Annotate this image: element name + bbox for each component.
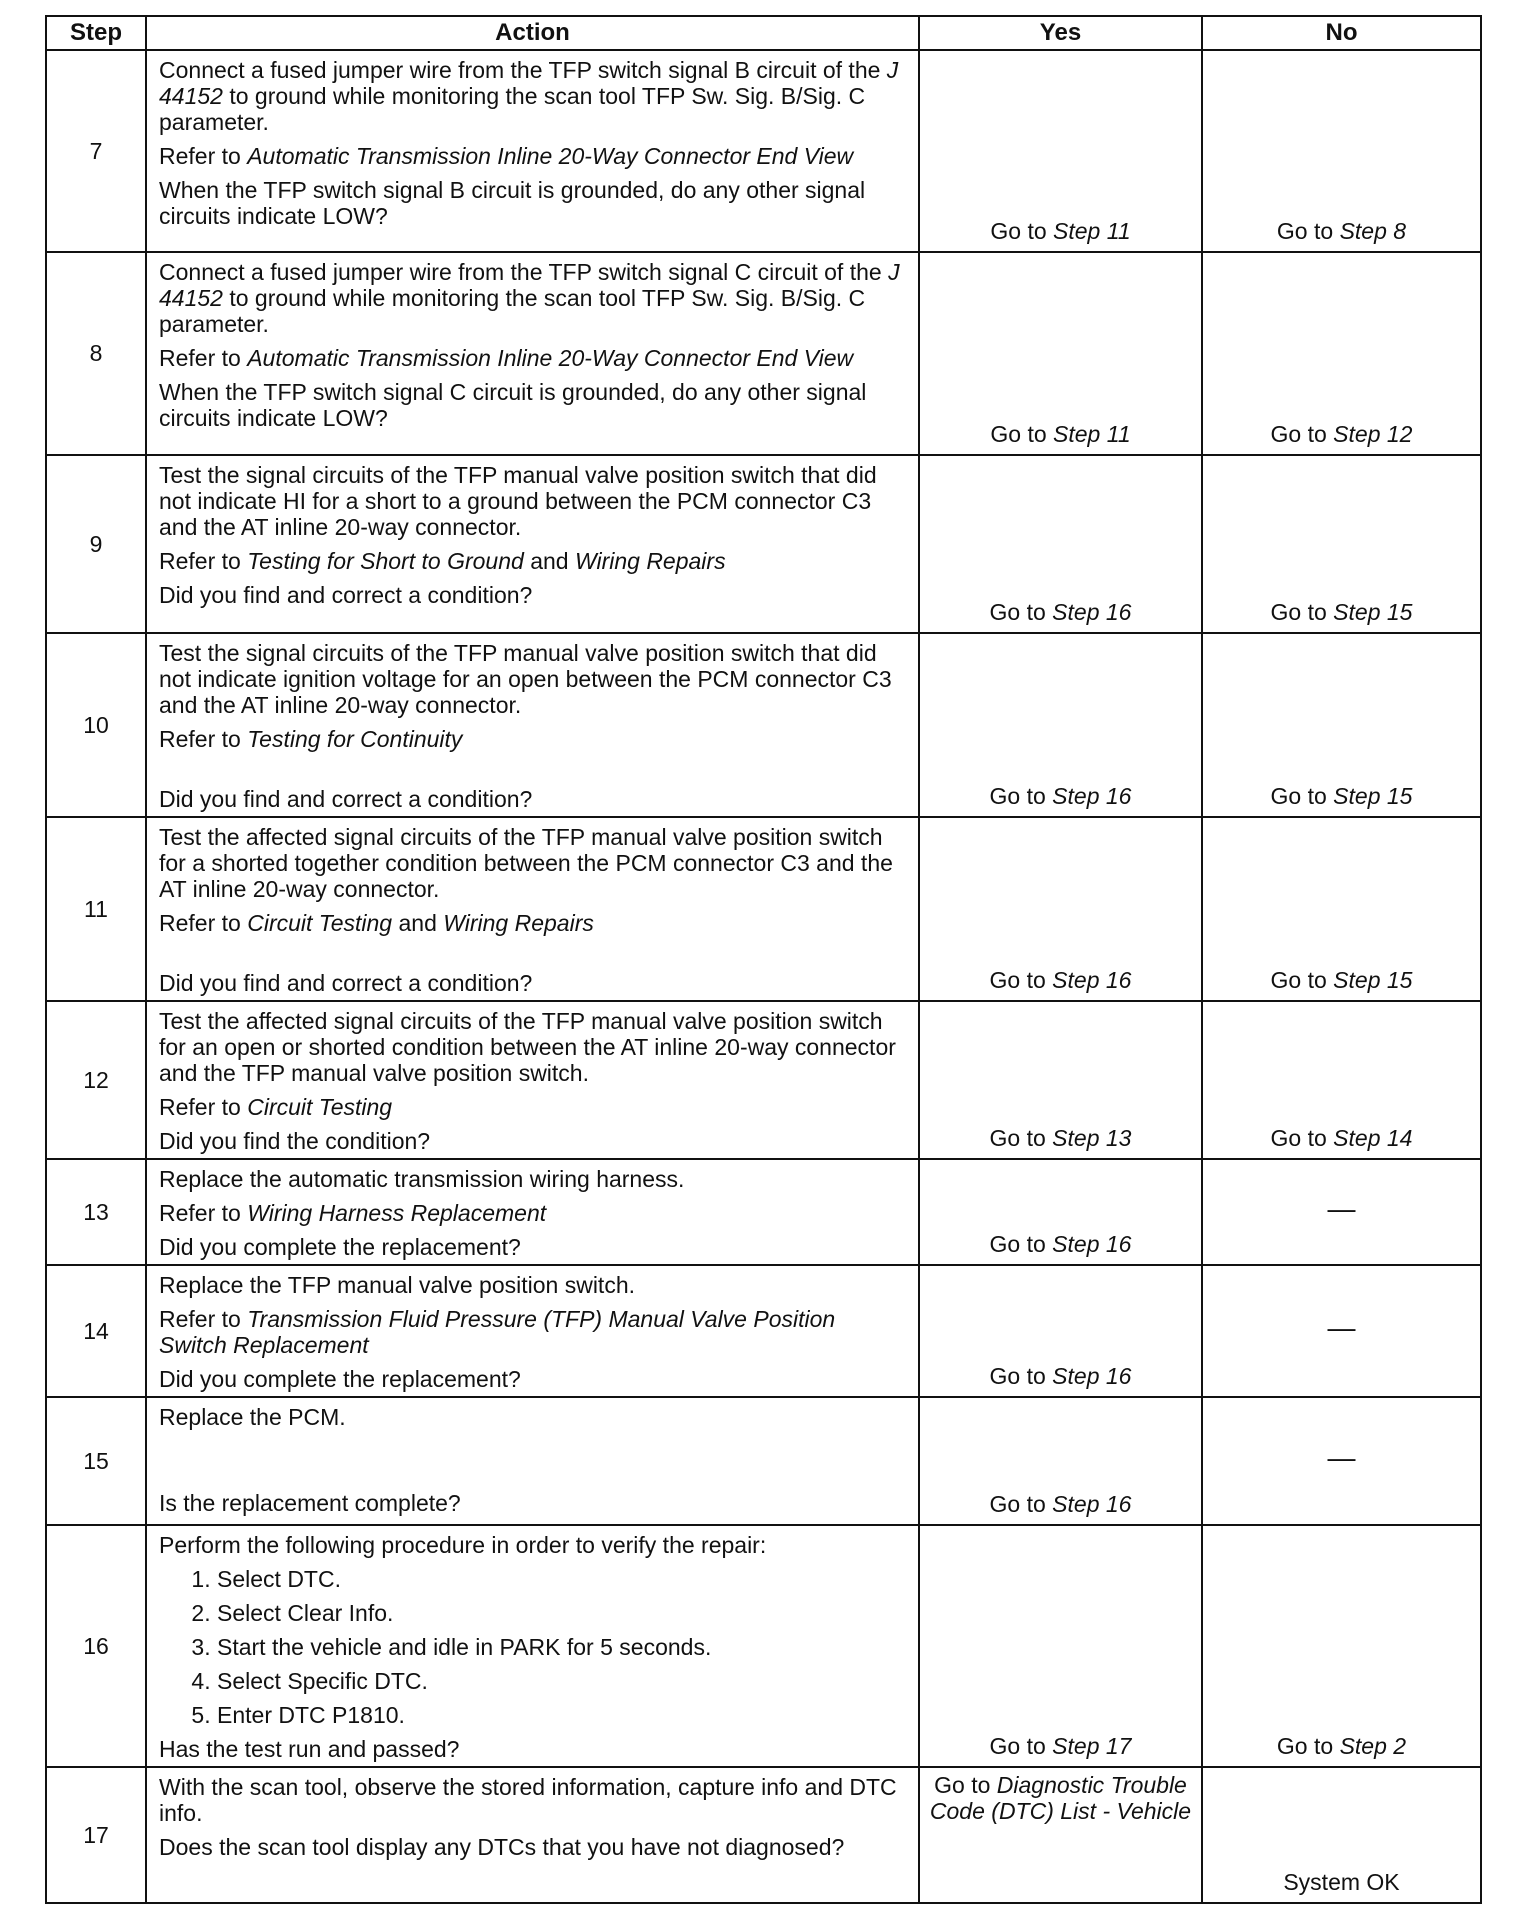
diagnostic-table: [45, 15, 1482, 1904]
action-question: When the TFP switch signal B circuit is grounded, do any other signal circuits indicate LOW?: [159, 177, 866, 229]
yes-cell: Go to Step 16: [919, 455, 1202, 633]
no-dash: —: [1202, 1397, 1481, 1525]
yes-step-link[interactable]: Step 16: [1052, 1231, 1132, 1257]
action-cell: [146, 1397, 919, 1525]
action-reference: Refer to Circuit Testing: [159, 1094, 393, 1120]
no-cell: Go to Step 2: [1202, 1525, 1481, 1767]
action-cell: [146, 633, 919, 817]
no-step-link[interactable]: Step 14: [1333, 1125, 1413, 1151]
table-row: [46, 455, 1481, 633]
action-question: Has the test run and passed?: [159, 1736, 460, 1762]
action-instruction: Replace the PCM.: [159, 1404, 346, 1430]
action-reference: Refer to Circuit Testing and Wiring Repairs: [159, 910, 594, 936]
list-item: 1. Select DTC.: [217, 1566, 908, 1592]
action-question: Does the scan tool display any DTCs that you have not diagnosed?: [159, 1834, 845, 1860]
action-instruction: Replace the TFP manual valve position switch.: [159, 1272, 636, 1298]
table-row: [46, 252, 1481, 455]
no-dash: —: [1202, 1265, 1481, 1397]
yes-step-link[interactable]: Step 17: [1052, 1733, 1132, 1759]
no-cell: Go to Step 14: [1202, 1001, 1481, 1159]
action-reference: Refer to Testing for Continuity: [159, 726, 463, 752]
yes-step-link[interactable]: Step 16: [1052, 967, 1132, 993]
action-question: When the TFP switch signal C circuit is grounded, do any other signal circuits indicate LOW?: [159, 379, 867, 431]
action-cell: [146, 1001, 919, 1159]
action-cell: [146, 817, 919, 1001]
table-row: [46, 1525, 1481, 1767]
step-number: 9: [46, 455, 146, 633]
list-item: 3. Start the vehicle and idle in PARK for 5 seconds.: [217, 1634, 908, 1660]
list-item: 5. Enter DTC P1810.: [217, 1702, 908, 1728]
yes-step-link[interactable]: Step 16: [1052, 599, 1132, 625]
yes-step-link[interactable]: Step 16: [1052, 783, 1132, 809]
yes-cell: Go to Step 17: [919, 1525, 1202, 1767]
action-question: Did you find and correct a condition?: [159, 786, 533, 812]
yes-step-link[interactable]: Step 16: [1052, 1363, 1132, 1389]
no-cell: Go to Step 15: [1202, 455, 1481, 633]
action-reference: Refer to Transmission Fluid Pressure (TFP) Manual Valve Position Switch Replacement: [159, 1306, 836, 1358]
no-cell: Go to Step 8: [1202, 50, 1481, 252]
yes-step-link[interactable]: Step 11: [1053, 421, 1131, 447]
action-cell: [146, 455, 919, 633]
yes-cell: Go to Step 16: [919, 817, 1202, 1001]
action-question: Did you complete the replacement?: [159, 1366, 521, 1392]
table-row: [46, 50, 1481, 252]
yes-cell: Go to Step 11: [919, 50, 1202, 252]
no-step-link[interactable]: Step 12: [1333, 421, 1413, 447]
step-number: 16: [46, 1525, 146, 1767]
no-step-link[interactable]: Step 2: [1339, 1733, 1407, 1759]
action-cell: [146, 1525, 919, 1767]
action-cell: [146, 1159, 919, 1265]
list-item: 2. Select Clear Info.: [217, 1600, 908, 1626]
step-number: 7: [46, 50, 146, 252]
step-number: 13: [46, 1159, 146, 1265]
yes-cell: Go to Step 13: [919, 1001, 1202, 1159]
yes-cell: Go to Step 16: [919, 1159, 1202, 1265]
no-step-link[interactable]: Step 15: [1333, 599, 1413, 625]
header-action: Action: [146, 16, 919, 50]
header-yes: Yes: [919, 16, 1202, 50]
action-question: Did you complete the replacement?: [159, 1234, 521, 1260]
step-number: 17: [46, 1767, 146, 1903]
table-row: [46, 633, 1481, 817]
step-number: 10: [46, 633, 146, 817]
system-ok-text: System OK: [1202, 1767, 1481, 1903]
action-instruction: Replace the automatic transmission wiring harness.: [159, 1166, 685, 1192]
action-cell: [146, 252, 919, 455]
step-number: 14: [46, 1265, 146, 1397]
yes-step-link[interactable]: Step 13: [1052, 1125, 1132, 1151]
no-dash: —: [1202, 1159, 1481, 1265]
no-cell: Go to Step 12: [1202, 252, 1481, 455]
action-instruction: Test the signal circuits of the TFP manual valve position switch that did not indicate ignition voltage for an open between the PCM connector C3 and the AT inline 20-way connector.: [159, 640, 892, 718]
action-instruction: Perform the following procedure in order to verify the repair:: [159, 1532, 767, 1558]
no-cell: Go to Step 15: [1202, 817, 1481, 1001]
no-step-link[interactable]: Step 15: [1333, 967, 1413, 993]
yes-cell: Go to Step 16: [919, 1397, 1202, 1525]
action-question: Did you find the condition?: [159, 1128, 431, 1154]
yes-cell: Go to Step 16: [919, 1265, 1202, 1397]
action-reference: Refer to Wiring Harness Replacement: [159, 1200, 547, 1226]
step-number: 15: [46, 1397, 146, 1525]
action-question: Is the replacement complete?: [159, 1490, 461, 1516]
no-step-link[interactable]: Step 8: [1339, 218, 1407, 244]
yes-cell: Go to Step 16: [919, 633, 1202, 817]
header-row: [46, 16, 1481, 50]
action-question: Did you find and correct a condition?: [159, 970, 533, 996]
action-instruction: Test the affected signal circuits of the TFP manual valve position switch for a shorted together condition between the PCM connector C3 and the AT inline 20-way connector.: [159, 824, 893, 902]
action-reference: Refer to Automatic Transmission Inline 20-Way Connector End View: [159, 143, 854, 169]
action-instruction: Connect a fused jumper wire from the TFP switch signal C circuit of the J 44152 to ground while monitoring the scan tool TFP Sw. Sig. B/Sig. C parameter.: [159, 259, 900, 337]
table-row: [46, 1767, 1481, 1903]
table-row: [46, 1397, 1481, 1525]
yes-step-link[interactable]: Step 16: [1052, 1491, 1132, 1517]
header-step: Step: [46, 16, 146, 50]
procedure-list: [159, 1566, 908, 1728]
table-row: [46, 1001, 1481, 1159]
header-no: No: [1202, 16, 1481, 50]
action-instruction: Test the signal circuits of the TFP manual valve position switch that did not indicate HI for a short to a ground between the PCM connector C3 and the AT inline 20-way connector.: [159, 462, 877, 540]
action-reference: Refer to Automatic Transmission Inline 20-Way Connector End View: [159, 345, 854, 371]
yes-dtc-list-link[interactable]: Diagnostic Trouble Code (DTC) List - Vehicle: [929, 1772, 1192, 1824]
action-instruction: Connect a fused jumper wire from the TFP switch signal B circuit of the J 44152 to ground while monitoring the scan tool TFP Sw. Sig. B/Sig. C parameter.: [159, 57, 899, 135]
no-cell: Go to Step 15: [1202, 633, 1481, 817]
yes-step-link[interactable]: Step 11: [1053, 218, 1131, 244]
action-instruction: With the scan tool, observe the stored information, capture info and DTC info.: [159, 1774, 897, 1826]
no-step-link[interactable]: Step 15: [1333, 783, 1413, 809]
action-instruction: Test the affected signal circuits of the TFP manual valve position switch for an open or shorted condition between the AT inline 20-way connector and the TFP manual valve position switch.: [159, 1008, 896, 1086]
action-question: Did you find and correct a condition?: [159, 582, 533, 608]
step-number: 12: [46, 1001, 146, 1159]
action-cell: [146, 1265, 919, 1397]
action-cell: [146, 1767, 919, 1903]
table-row: [46, 1159, 1481, 1265]
yes-cell: Go to Diagnostic Trouble Code (DTC) List - Vehicle: [919, 1767, 1202, 1903]
yes-cell: Go to Step 11: [919, 252, 1202, 455]
list-item: 4. Select Specific DTC.: [217, 1668, 908, 1694]
step-number: 11: [46, 817, 146, 1001]
step-number: 8: [46, 252, 146, 455]
table-row: [46, 1265, 1481, 1397]
action-reference: Refer to Testing for Short to Ground and Wiring Repairs: [159, 548, 726, 574]
action-cell: [146, 50, 919, 252]
table-row: [46, 817, 1481, 1001]
